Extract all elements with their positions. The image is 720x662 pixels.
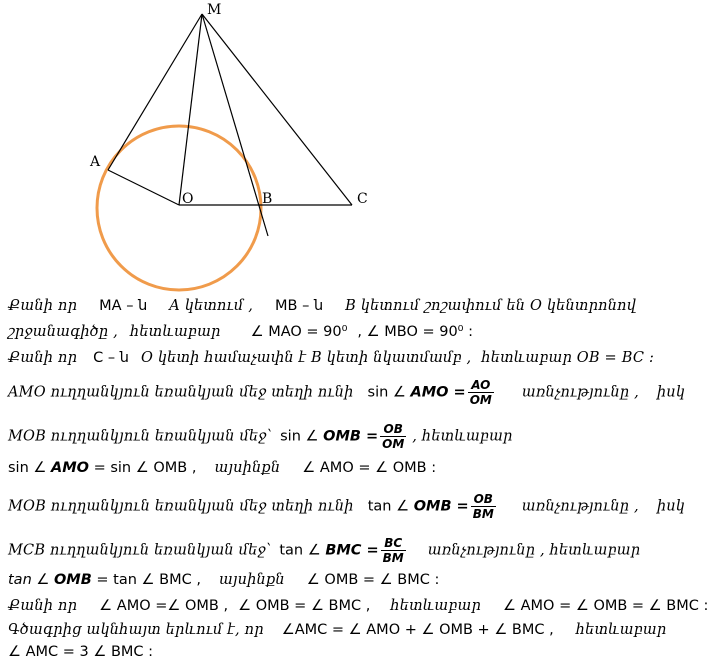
text-line-5: MOB ուղղանկյուն եռանկյան մեջ՝ sin ∠ OMB = $\frac{OB}{OM}$ , հետևաբար (8, 422, 513, 451)
text-line-8: MCB ուղղանկյուն եռանկյան մեջ՝ tan ∠ BMC = $\frac{BC}{BM}$ առնչությունը , հետևաբար (8, 536, 641, 565)
geometry-figure (0, 0, 720, 292)
text-line-7: MOB ուղղանկյուն եռանկյան մեջ տեղի ունի tan ∠ OMB = $\frac{OB}{BM}$ առնչությունը , իսկ (8, 492, 686, 521)
text-line-9: tan ∠ OMB = tan ∠ BMC , այսինքն ∠ OMB = ∠ BMC : (8, 572, 440, 588)
segment-mc (202, 14, 352, 205)
label-point-m: M (207, 2, 222, 18)
fraction-ao-om: $\frac{AO}{OM}$ (469, 378, 492, 407)
text-line-12: ∠ AMC = 3 ∠ BMC : (8, 644, 154, 660)
text-line-6: sin ∠ AMO = sin ∠ OMB , այսինքն ∠ AMO = ∠ OMB : (8, 460, 437, 476)
fraction-ob-bm: $\frac{OB}{BM}$ (472, 492, 494, 521)
label-point-b: B (262, 191, 273, 207)
fraction-bc-bm: $\frac{BC}{BM}$ (382, 536, 404, 565)
label-point-a: A (90, 154, 101, 170)
text-line-10: Քանի որ ∠ AMO =∠ OMB , ∠ OMB = ∠ BMC , հետևաբար ∠ AMO = ∠ OMB = ∠ BMC : (8, 598, 709, 614)
text-line-2: շրջանագիծը , հետևաբար ∠ MAO = 90⁰ , ∠ MBO = 90⁰ : (8, 324, 473, 340)
text-line-11: Գծագրից ակնհայտ երևում է, որ ∠AMC = ∠ AMO + ∠ OMB + ∠ BMC , հետևաբար (8, 622, 667, 638)
text-line-3: Քանի որ C – ն O կետի համաչափն է B կետի նկատմամբ , հետևաբար OB = BC : (8, 350, 655, 366)
label-point-c: C (357, 191, 368, 207)
segment-ao (108, 170, 179, 205)
label-point-o: O (182, 191, 194, 207)
text-line-4: AMO ուղղանկյուն եռանկյան մեջ տեղի ունի sin ∠ AMO = $\frac{AO}{OM}$ առնչությունը , իսկ (8, 378, 686, 407)
circle-center-o (97, 126, 261, 290)
fraction-ob-om: $\frac{OB}{OM}$ (382, 422, 405, 451)
text-line-1: Քանի որ MA – ն A կետում , MB – ն B կետում շոշափում են O կենտրոնով (8, 298, 637, 314)
segment-ma (108, 14, 202, 170)
segment-mo (179, 14, 202, 205)
segment-mb-extended (202, 14, 268, 236)
